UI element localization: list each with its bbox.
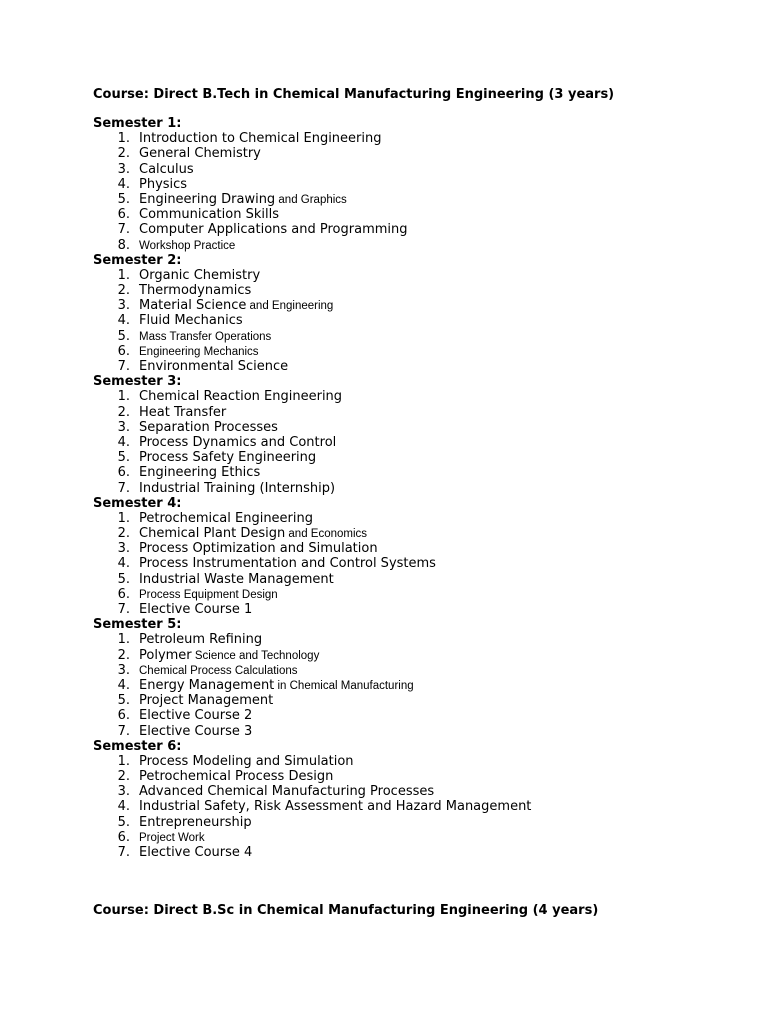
item-number: 4. xyxy=(117,176,130,192)
item-number: 1. xyxy=(117,753,130,769)
item-number: 2. xyxy=(117,526,130,542)
course-item xyxy=(93,693,733,708)
item-number: 4. xyxy=(117,677,130,693)
course-item xyxy=(93,678,733,693)
course-item xyxy=(93,799,733,814)
course-item xyxy=(93,238,733,253)
item-number: 3. xyxy=(117,419,130,435)
course-name-small: in Chemical Manufacturing xyxy=(274,679,414,692)
item-number: 6. xyxy=(117,586,130,602)
course-item xyxy=(93,511,733,526)
course-item xyxy=(93,632,733,647)
course-title xyxy=(139,146,261,161)
semester-heading: Semester 1: xyxy=(93,116,182,131)
course-item xyxy=(93,526,733,541)
course-title xyxy=(139,435,336,450)
course-item xyxy=(93,572,733,587)
course-item xyxy=(93,146,733,161)
course-item xyxy=(93,754,733,769)
item-number: 1. xyxy=(117,389,130,405)
course-item xyxy=(93,329,733,344)
course-item xyxy=(93,359,733,374)
course-name-small: Engineering Mechanics xyxy=(139,345,259,358)
item-number: 7. xyxy=(117,480,130,496)
item-number: 5. xyxy=(117,450,130,466)
course-title xyxy=(139,359,288,374)
course-name-main: Energy Management xyxy=(139,677,275,693)
course-item xyxy=(93,313,733,328)
course-name-main: Elective Course 1 xyxy=(139,602,253,617)
course-title xyxy=(139,222,408,237)
course-name-main: Calculus xyxy=(139,161,194,177)
course-title xyxy=(139,268,260,283)
item-number: 3. xyxy=(117,161,130,177)
semester-list xyxy=(93,116,733,860)
item-number: 1. xyxy=(117,632,130,648)
semester-heading: Semester 3: xyxy=(93,374,182,390)
course-name-main: Elective Course 3 xyxy=(139,723,253,739)
item-number: 2. xyxy=(117,404,130,420)
course-item xyxy=(93,131,733,146)
item-number: 8. xyxy=(117,237,130,253)
course-name-main: Fluid Mechanics xyxy=(139,313,243,329)
course-item xyxy=(93,663,733,678)
course-name-main: Communication Skills xyxy=(139,207,279,223)
item-number: 7. xyxy=(117,602,130,617)
course-list xyxy=(93,389,733,495)
course-title xyxy=(139,511,313,526)
course-item xyxy=(93,389,733,404)
course-list xyxy=(93,632,733,738)
course-title xyxy=(139,405,226,420)
course-title xyxy=(139,481,335,496)
course-name-main: Engineering Drawing xyxy=(139,191,276,207)
course-name-main: Process Optimization and Simulation xyxy=(139,541,378,557)
course-list xyxy=(93,268,733,374)
course-name-small: Mass Transfer Operations xyxy=(139,330,272,343)
course-name-main: Project Management xyxy=(139,693,274,709)
course-name-main: Industrial Safety, Risk Assessment and Hazard Management xyxy=(139,799,532,815)
course-name-main: Process Instrumentation and Control Systems xyxy=(139,556,436,572)
item-number: 1. xyxy=(117,510,130,526)
course-name-main: Physics xyxy=(139,176,188,192)
item-number: 2. xyxy=(117,769,130,785)
course-title xyxy=(139,238,235,253)
item-number: 5. xyxy=(117,571,130,587)
semester-heading: Semester 2: xyxy=(93,252,182,268)
course-name-main: Petrochemical Process Design xyxy=(139,769,334,785)
course-name-main: Elective Course 2 xyxy=(139,708,253,724)
course-title-btech: Course: Direct B.Tech in Chemical Manufacturing Engineering (3 years) xyxy=(93,87,615,102)
course-name-small: Chemical Process Calculations xyxy=(139,664,298,677)
course-title xyxy=(139,830,205,845)
course-name-main: Entrepreneurship xyxy=(139,814,252,830)
course-item xyxy=(93,648,733,663)
course-name-main: Industrial Waste Management xyxy=(139,571,334,587)
item-number: 7. xyxy=(117,359,130,374)
semester-2 xyxy=(93,253,733,375)
course-name-main: Organic Chemistry xyxy=(139,267,261,283)
course-name-main: Material Science xyxy=(139,298,247,314)
course-title xyxy=(139,313,243,328)
course-item xyxy=(93,222,733,237)
course-item xyxy=(93,283,733,298)
item-number: 4. xyxy=(117,556,130,572)
course-title xyxy=(139,663,298,678)
course-item xyxy=(93,177,733,192)
course-item xyxy=(93,207,733,222)
course-title xyxy=(139,192,347,207)
item-number: 5. xyxy=(117,191,130,207)
semester-heading: Semester 4: xyxy=(93,495,182,511)
course-name-main: Process Modeling and Simulation xyxy=(139,753,354,769)
course-title xyxy=(139,389,342,404)
item-number: 6. xyxy=(117,207,130,223)
item-number: 4. xyxy=(117,434,130,450)
semester-heading: Semester 6: xyxy=(93,738,182,754)
item-number: 7. xyxy=(117,723,130,739)
course-title xyxy=(139,465,260,480)
course-name-main: General Chemistry xyxy=(139,146,261,162)
course-item xyxy=(93,556,733,571)
course-title xyxy=(139,207,279,222)
item-number: 7. xyxy=(117,845,130,860)
course-name-main: Advanced Chemical Manufacturing Processes xyxy=(139,784,435,800)
item-number: 3. xyxy=(117,784,130,800)
course-name-small: Workshop Practice xyxy=(139,239,236,252)
course-list xyxy=(93,511,733,617)
course-title xyxy=(139,693,273,708)
course-title xyxy=(139,632,262,647)
course-item xyxy=(93,268,733,283)
item-number: 1. xyxy=(117,131,130,147)
course-name-main: Petrochemical Engineering xyxy=(139,510,314,526)
item-number: 3. xyxy=(117,298,130,314)
item-number: 6. xyxy=(117,343,130,359)
course-item xyxy=(93,769,733,784)
course-item xyxy=(93,784,733,799)
course-item xyxy=(93,162,733,177)
item-number: 3. xyxy=(117,541,130,557)
course-name-small: and Engineering xyxy=(246,300,334,313)
course-name-small: and Graphics xyxy=(275,193,347,206)
course-title xyxy=(139,177,187,192)
course-title xyxy=(139,754,354,769)
semester-4 xyxy=(93,496,733,618)
item-number: 4. xyxy=(117,799,130,815)
course-title xyxy=(139,526,367,541)
course-name-main: Chemical Plant Design xyxy=(139,526,286,542)
item-number: 1. xyxy=(117,267,130,283)
course-title xyxy=(139,845,252,860)
course-name-main: Computer Applications and Programming xyxy=(139,222,408,238)
course-title xyxy=(139,541,378,556)
item-number: 2. xyxy=(117,146,130,162)
course-item xyxy=(93,435,733,450)
course-title xyxy=(139,648,319,663)
course-title xyxy=(139,283,251,298)
item-number: 4. xyxy=(117,313,130,329)
course-item xyxy=(93,587,733,602)
course-name-main: Polymer xyxy=(139,647,192,663)
course-title xyxy=(139,556,436,571)
course-item xyxy=(93,192,733,207)
item-number: 2. xyxy=(117,647,130,663)
course-title xyxy=(139,602,252,617)
course-name-main: Chemical Reaction Engineering xyxy=(139,389,343,405)
item-number: 5. xyxy=(117,693,130,709)
course-name-main: Petroleum Refining xyxy=(139,632,263,648)
course-title xyxy=(139,678,414,693)
course-list xyxy=(93,754,733,860)
course-item xyxy=(93,830,733,845)
course-title xyxy=(139,329,271,344)
course-item xyxy=(93,298,733,313)
course-title xyxy=(139,708,252,723)
course-title xyxy=(139,572,334,587)
semester-1 xyxy=(93,116,733,253)
course-title xyxy=(139,131,382,146)
course-item xyxy=(93,450,733,465)
course-title xyxy=(139,724,252,739)
semester-3 xyxy=(93,374,733,496)
course-title xyxy=(139,450,316,465)
course-item xyxy=(93,465,733,480)
course-title xyxy=(139,420,278,435)
item-number: 3. xyxy=(117,662,130,678)
course-item xyxy=(93,815,733,830)
course-name-small: Process Equipment Design xyxy=(139,588,278,601)
course-name-main: Heat Transfer xyxy=(139,404,227,420)
course-item xyxy=(93,481,733,496)
document-body xyxy=(93,86,733,920)
course-title xyxy=(139,769,333,784)
course-title xyxy=(139,784,434,799)
item-number: 6. xyxy=(117,829,130,845)
semester-heading: Semester 5: xyxy=(93,617,182,633)
course-item xyxy=(93,420,733,435)
course-name-main: Elective Course 4 xyxy=(139,845,253,860)
course-title xyxy=(139,344,259,359)
course-name-main: Process Safety Engineering xyxy=(139,450,317,466)
course-title xyxy=(139,587,278,602)
item-number: 5. xyxy=(117,328,130,344)
course-title xyxy=(139,162,194,177)
course-title xyxy=(139,815,252,830)
course-name-main: Separation Processes xyxy=(139,419,278,435)
course-name-main: Environmental Science xyxy=(139,359,289,374)
course-item xyxy=(93,344,733,359)
course-name-small: Project Work xyxy=(139,831,205,844)
item-number: 6. xyxy=(117,465,130,481)
course-title xyxy=(139,799,531,814)
item-number: 5. xyxy=(117,814,130,830)
course-title-bsc: Course: Direct B.Sc in Chemical Manufacturing Engineering (4 years) xyxy=(93,903,599,919)
course-name-main: Industrial Training (Internship) xyxy=(139,480,336,496)
item-number: 7. xyxy=(117,222,130,238)
course-name-main: Thermodynamics xyxy=(139,283,252,299)
course-name-main: Process Dynamics and Control xyxy=(139,434,337,450)
course-item xyxy=(93,541,733,556)
item-number: 6. xyxy=(117,708,130,724)
item-number: 2. xyxy=(117,283,130,299)
course-item xyxy=(93,602,733,617)
course-item xyxy=(93,405,733,420)
course-title xyxy=(139,298,333,313)
course-name-main: Introduction to Chemical Engineering xyxy=(139,131,382,147)
course-list xyxy=(93,131,733,253)
semester-5 xyxy=(93,617,733,739)
semester-6 xyxy=(93,739,733,861)
course-item xyxy=(93,708,733,723)
course-name-small: and Economics xyxy=(285,528,368,541)
course-item xyxy=(93,845,733,860)
course-item xyxy=(93,724,733,739)
course-name-small: Science and Technology xyxy=(191,649,320,662)
course-name-main: Engineering Ethics xyxy=(139,465,261,481)
